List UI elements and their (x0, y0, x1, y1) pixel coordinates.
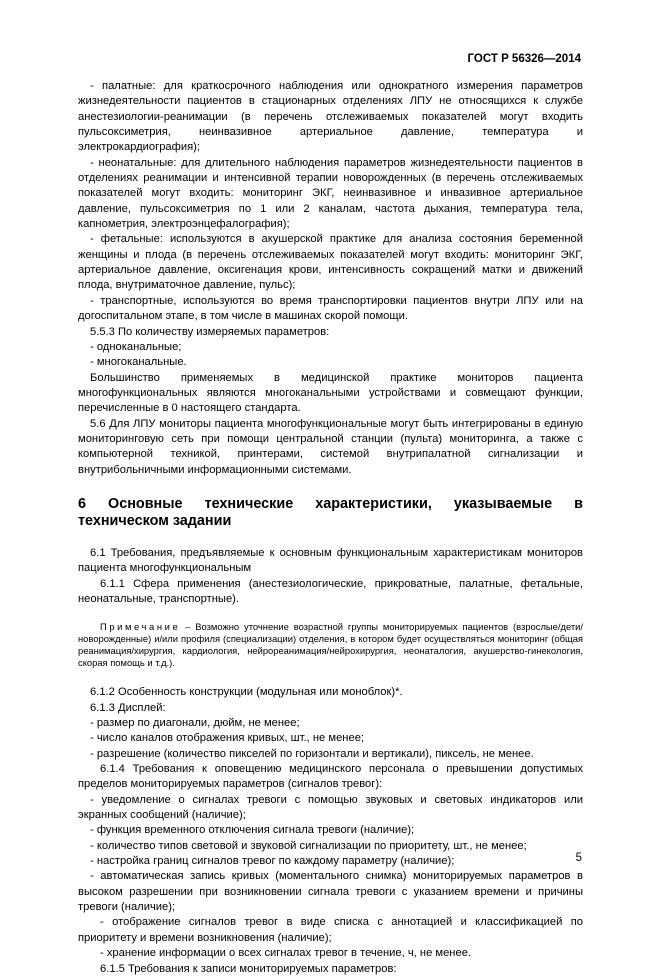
note-block (78, 621, 583, 669)
list-item-display-resolution: - разрешение (количество пикселей по горизонтали и вертикали), пиксель, не менее. (90, 747, 534, 760)
list-item-single-channel: - одноканальные; (90, 340, 182, 353)
list-item-alarm-limits: - настройка границ сигналов тревог по каждому параметру (наличие); (90, 855, 455, 868)
paragraph-6-1-3: 6.1.3 Дисплей: (90, 701, 166, 714)
note-label: Примечание (100, 621, 181, 633)
list-item-alarm-recording: - автоматическая запись кривых (моментального снимка) мониторируемых параметров в высоком разрешении при возникновении сигнала тревоги с указанием времени и причины тревоги (наличие); (78, 870, 583, 914)
paragraph-transport-monitors: - транспортные, используются во время транспортировки пациентов внутри ЛПУ или на догоспитальном этапе, в том числе в машинах скорой помощи. (78, 294, 583, 323)
section-6-heading: 6 Основные технические характеристики, указываемые в техническом задании (78, 495, 583, 530)
paragraph-5-5-3: 5.5.3 По количеству измеряемых параметров: (90, 325, 330, 338)
paragraph-6-1-2: 6.1.2 Особенность конструкции (модульная или моноблок)*. (90, 686, 403, 699)
paragraph-neonatal-monitors: - неонатальные: для длительного наблюдения параметров жизнедеятельности пациентов в отделениях реанимации и интенсивной терапии новорожденных (в перечень отслеживаемых показателей могут входить: мониторинг ЭКГ, неинвазивное и инвазивное артериальное давление, пульсоксиметрия по 1 или 2 каналам, частота дыхания, температура тела, капнометрия, электроэнцефалография); (78, 156, 583, 231)
page-body (78, 79, 583, 977)
paragraph-6-1: 6.1 Требования, предъявляемые к основным функциональным характеристикам мониторов пациента многофункциональным (78, 546, 583, 575)
document-code: ГОСТ Р 56326—2014 (467, 53, 581, 65)
list-item-alarm-storage: - хранение информации о всех сигналах тревог в течение, ч, не менее. (100, 947, 472, 960)
page-number: 5 (575, 852, 582, 864)
paragraph-6-1-5: 6.1.5 Требования к записи мониторируемых параметров: (100, 962, 397, 975)
note-text: – Возможно уточнение возрастной группы мониторируемых пациентов (взрослые/дети/новорожденные) и/или профиля (специализации) отделения, в котором будет осуществляться мониторинг (общая реанимация/хирургия, кардиология, нейрореанимация/нейрохирургия, неонаталогия, акушерство-гинекология, скорая помощь и т.д.). (78, 621, 583, 669)
list-item-alarm-silence: - функция временного отключения сигнала тревоги (наличие); (90, 824, 415, 837)
paragraph-5-6: 5.6 Для ЛПУ мониторы пациента многофункциональные могут быть интегрированы в единую мониторинговую сеть при помощи центральной станции (пульта) мониторинга, а также с компьютерной техникой, принтерами, системой внутрипалатной сигнализации и внутрибольничными информационными системами. (78, 417, 583, 476)
paragraph-multifunctional: Большинство применяемых в медицинской практике мониторов пациента многофункциональных являются многоканальными устройствами и совмещают функции, перечисленные в 0 настоящего стандарта. (78, 371, 583, 415)
list-item-display-diagonal: - размер по диагонали, дюйм, не менее; (90, 717, 300, 729)
list-item-alarm-types: - количество типов световой и звуковой сигнализации по приоритету, шт., не менее; (90, 839, 527, 852)
paragraph-6-1-1: 6.1.1 Сфера применения (анестезиологические, прикроватные, палатные, фетальные, неонатальные, транспортные). (78, 577, 583, 605)
paragraph-ward-monitors: - палатные: для краткосрочного наблюдения или однократного измерения параметров жизнедеятельности пациентов в стационарных отделениях ЛПУ не относящихся к службе анестезиологии-реанимации (в перечень отслеживаемых показателей могут входить пульсоксиметрия, неинвазивное артериальное давление, температура и электрокардиография); (78, 80, 583, 154)
paragraph-6-1-4: 6.1.4 Требования к оповещению медицинского персонала о превышении допустимых пределов мониторируемых параметров (сигналов тревог): (78, 763, 583, 791)
paragraph-fetal-monitors: - фетальные: используются в акушерской практике для анализа состояния беременной женщины и плода (в перечень отслеживаемых показателей могут входить: мониторинг ЭКГ, артериальное давление, оксигенация крови, интенсивность сокращений матки и движений плода, внутриматочное давление, пульс); (78, 233, 583, 292)
list-item-alarm-list: - отображение сигналов тревог в виде списка с аннотацией и классификацией по приоритету и времени возникновения (наличие); (78, 916, 583, 944)
list-item-display-channels: - число каналов отображения кривых, шт., не менее; (90, 732, 365, 745)
list-item-multi-channel: - многоканальные. (90, 356, 187, 369)
list-item-alarm-notification: - уведомление о сигналах тревоги с помощью звуковых и световых индикаторов или экранных сообщений (наличие); (78, 793, 583, 822)
